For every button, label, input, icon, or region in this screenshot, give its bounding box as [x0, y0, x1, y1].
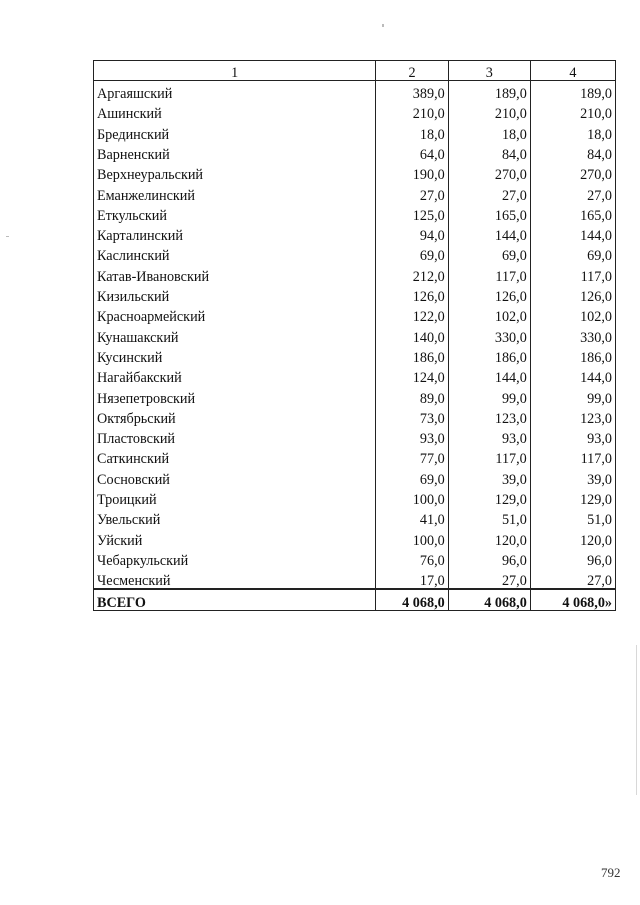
value-cell: 94,0: [376, 223, 448, 243]
value-cell: 96,0: [530, 548, 615, 568]
district-name-cell: Каслинский: [94, 243, 376, 263]
district-name-cell: Кизильский: [94, 284, 376, 304]
table-row: [94, 162, 616, 182]
value-cell: 330,0: [448, 325, 530, 345]
table-row: [94, 467, 616, 487]
header-cell: 4: [530, 61, 615, 81]
data-table: [93, 60, 616, 611]
value-cell: 100,0: [376, 487, 448, 507]
value-cell: 212,0: [376, 264, 448, 284]
district-name-cell: Карталинский: [94, 223, 376, 243]
value-cell: 165,0: [448, 203, 530, 223]
district-name-cell: Кунашакский: [94, 325, 376, 345]
value-cell: 100,0: [376, 528, 448, 548]
value-cell: 144,0: [448, 223, 530, 243]
value-cell: 27,0: [530, 568, 615, 589]
district-name-cell: Чесменский: [94, 568, 376, 589]
value-cell: 186,0: [376, 345, 448, 365]
value-cell: 27,0: [376, 182, 448, 202]
value-cell: 39,0: [530, 467, 615, 487]
table-row: [94, 548, 616, 568]
scan-speck: [382, 24, 384, 27]
district-name-cell: Красноармейский: [94, 304, 376, 324]
value-cell: 27,0: [448, 182, 530, 202]
value-cell: 117,0: [448, 264, 530, 284]
value-cell: 73,0: [376, 406, 448, 426]
table-row: [94, 264, 616, 284]
district-name-cell: Октябрьский: [94, 406, 376, 426]
table-row: [94, 223, 616, 243]
value-cell: 124,0: [376, 365, 448, 385]
value-cell: 99,0: [530, 385, 615, 405]
value-cell: 76,0: [376, 548, 448, 568]
table-row: [94, 81, 616, 102]
district-name-cell: Брединский: [94, 122, 376, 142]
table-row: [94, 426, 616, 446]
table-header-row: [94, 61, 616, 81]
header-cell: 3: [448, 61, 530, 81]
table-row: [94, 528, 616, 548]
district-name-cell: Кусинский: [94, 345, 376, 365]
value-cell: 39,0: [448, 467, 530, 487]
table-row: [94, 304, 616, 324]
scan-speck: [6, 236, 9, 237]
value-cell: 51,0: [530, 507, 615, 527]
value-cell: 144,0: [448, 365, 530, 385]
table-body: [94, 61, 616, 611]
total-value-cell: 4 068,0»: [530, 589, 615, 611]
table-row: [94, 446, 616, 466]
district-name-cell: Троицкий: [94, 487, 376, 507]
value-cell: 210,0: [448, 101, 530, 121]
value-cell: 186,0: [448, 345, 530, 365]
value-cell: 144,0: [530, 365, 615, 385]
table-row: [94, 365, 616, 385]
value-cell: 125,0: [376, 203, 448, 223]
table-row: [94, 142, 616, 162]
value-cell: 96,0: [448, 548, 530, 568]
value-cell: 18,0: [376, 122, 448, 142]
value-cell: 270,0: [530, 162, 615, 182]
district-name-cell: Катав-Ивановский: [94, 264, 376, 284]
value-cell: 84,0: [448, 142, 530, 162]
value-cell: 99,0: [448, 385, 530, 405]
value-cell: 210,0: [530, 101, 615, 121]
value-cell: 126,0: [448, 284, 530, 304]
value-cell: 165,0: [530, 203, 615, 223]
district-name-cell: Еманжелинский: [94, 182, 376, 202]
value-cell: 93,0: [376, 426, 448, 446]
value-cell: 129,0: [530, 487, 615, 507]
district-name-cell: Уйский: [94, 528, 376, 548]
table-row: [94, 122, 616, 142]
value-cell: 51,0: [448, 507, 530, 527]
value-cell: 93,0: [448, 426, 530, 446]
value-cell: 77,0: [376, 446, 448, 466]
value-cell: 186,0: [530, 345, 615, 365]
district-name-cell: Верхнеуральский: [94, 162, 376, 182]
value-cell: 102,0: [448, 304, 530, 324]
district-name-cell: Увельский: [94, 507, 376, 527]
value-cell: 122,0: [376, 304, 448, 324]
value-cell: 126,0: [376, 284, 448, 304]
district-name-cell: Еткульский: [94, 203, 376, 223]
district-name-cell: Пластовский: [94, 426, 376, 446]
value-cell: 210,0: [376, 101, 448, 121]
value-cell: 102,0: [530, 304, 615, 324]
value-cell: 129,0: [448, 487, 530, 507]
district-name-cell: Аргаяшский: [94, 81, 376, 102]
table-row: [94, 243, 616, 263]
value-cell: 270,0: [448, 162, 530, 182]
district-name-cell: Нагайбакский: [94, 365, 376, 385]
value-cell: 120,0: [448, 528, 530, 548]
value-cell: 41,0: [376, 507, 448, 527]
value-cell: 117,0: [530, 264, 615, 284]
value-cell: 123,0: [530, 406, 615, 426]
value-cell: 190,0: [376, 162, 448, 182]
page-number: 792: [601, 865, 621, 880]
value-cell: 189,0: [448, 81, 530, 102]
table-row: [94, 385, 616, 405]
value-cell: 27,0: [448, 568, 530, 589]
value-cell: 389,0: [376, 81, 448, 102]
value-cell: 120,0: [530, 528, 615, 548]
table-row: [94, 182, 616, 202]
value-cell: 17,0: [376, 568, 448, 589]
value-cell: 123,0: [448, 406, 530, 426]
value-cell: 69,0: [530, 243, 615, 263]
table-row: [94, 101, 616, 121]
header-cell: 1: [94, 61, 376, 81]
value-cell: 27,0: [530, 182, 615, 202]
district-name-cell: Ашинский: [94, 101, 376, 121]
district-name-cell: Нязепетровский: [94, 385, 376, 405]
value-cell: 69,0: [448, 243, 530, 263]
value-cell: 117,0: [530, 446, 615, 466]
header-cell: 2: [376, 61, 448, 81]
district-name-cell: Саткинский: [94, 446, 376, 466]
table-row: [94, 284, 616, 304]
value-cell: 126,0: [530, 284, 615, 304]
table-total-row: [94, 589, 616, 611]
value-cell: 140,0: [376, 325, 448, 345]
scan-edge-mark: [636, 645, 637, 795]
total-label-cell: ВСЕГО: [94, 589, 376, 611]
value-cell: 69,0: [376, 243, 448, 263]
value-cell: 64,0: [376, 142, 448, 162]
table-row: [94, 507, 616, 527]
district-name-cell: Сосновский: [94, 467, 376, 487]
total-value-cell: 4 068,0: [376, 589, 448, 611]
value-cell: 18,0: [530, 122, 615, 142]
value-cell: 84,0: [530, 142, 615, 162]
district-name-cell: Варненский: [94, 142, 376, 162]
table-row: [94, 568, 616, 589]
value-cell: 144,0: [530, 223, 615, 243]
table-row: [94, 406, 616, 426]
value-cell: 89,0: [376, 385, 448, 405]
table-row: [94, 203, 616, 223]
total-value-cell: 4 068,0: [448, 589, 530, 611]
value-cell: 93,0: [530, 426, 615, 446]
value-cell: 117,0: [448, 446, 530, 466]
value-cell: 18,0: [448, 122, 530, 142]
value-cell: 189,0: [530, 81, 615, 102]
table-row: [94, 325, 616, 345]
value-cell: 330,0: [530, 325, 615, 345]
district-name-cell: Чебаркульский: [94, 548, 376, 568]
table-row: [94, 487, 616, 507]
value-cell: 69,0: [376, 467, 448, 487]
table-row: [94, 345, 616, 365]
